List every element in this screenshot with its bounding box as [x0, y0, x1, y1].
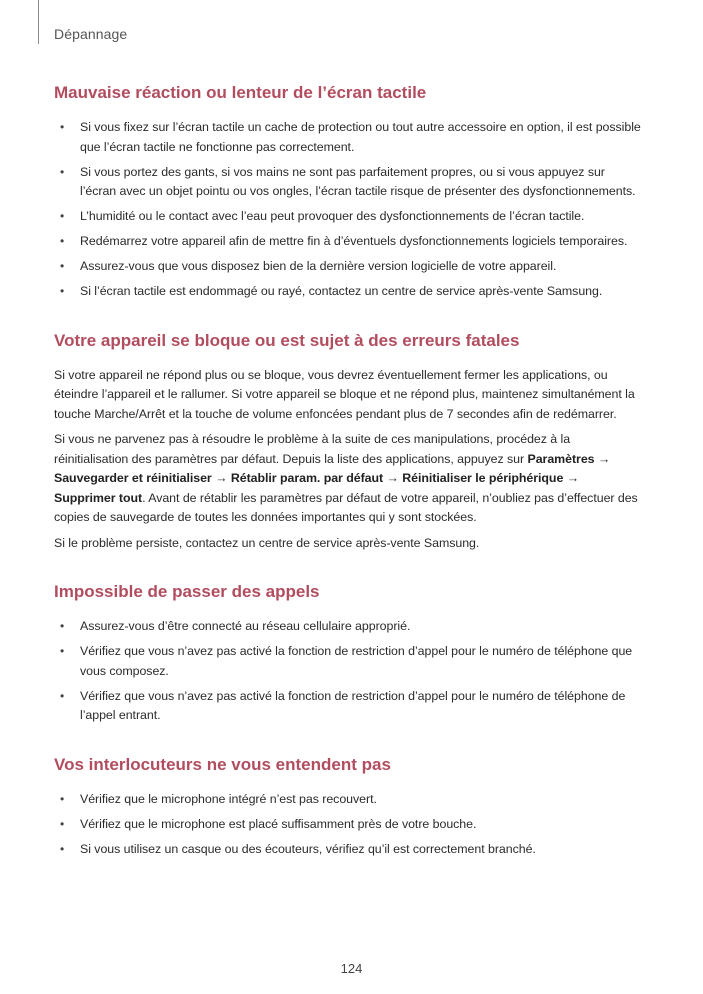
list-item-text: Assurez-vous que vous disposez bien de la dernière version logicielle de votre appareil.	[80, 259, 557, 273]
paragraph-factory-reset	[54, 430, 642, 528]
bullet-icon: •	[60, 209, 65, 223]
section-freeze	[54, 328, 642, 554]
list-item	[54, 232, 642, 252]
arrow-icon: →	[563, 471, 580, 485]
list-item	[54, 163, 642, 202]
bullet-list	[54, 790, 642, 860]
list-item	[54, 617, 642, 637]
list-item	[54, 840, 642, 860]
bullet-icon: •	[60, 120, 65, 134]
list-item-text: Vérifiez que le microphone est placé suffisamment près de votre bouche.	[80, 816, 477, 831]
menu-path-reset-device: Réinitialiser le périphérique	[402, 471, 564, 485]
list-item-text: Si vous utilisez un casque ou des écouteurs, vérifiez qu’il est correctement branché.	[80, 841, 536, 856]
bullet-icon: •	[60, 259, 65, 273]
paragraph: Si votre appareil ne répond plus ou se bloque, vous devrez éventuellement fermer les applications, ou éteindre l’appareil et le rallumer. Si votre appareil se bloque et ne répond plus, maintenez simultanément la touche Marche/Arrêt et la touche de volume enfoncées pendant plus de 7 secondes afin de redémarrer.	[54, 367, 635, 421]
list-item-text: Assurez-vous d’être connecté au réseau cellulaire approprié.	[80, 619, 411, 633]
bullet-list	[54, 118, 642, 302]
list-item	[54, 118, 642, 157]
section-touchscreen	[54, 80, 642, 302]
bullet-list	[54, 617, 642, 726]
bullet-icon: •	[60, 234, 65, 248]
menu-path-settings: Paramètres	[527, 451, 595, 466]
arrow-icon: →	[383, 471, 403, 485]
list-item	[54, 687, 642, 726]
list-item-text: L’humidité ou le contact avec l’eau peut provoquer des dysfonctionnements de l’écran tactile.	[80, 209, 585, 223]
menu-path-delete-all: Supprimer tout	[54, 490, 143, 505]
paragraph: Si le problème persiste, contactez un centre de service après-vente Samsung.	[54, 535, 480, 550]
bullet-icon: •	[60, 644, 65, 658]
header-rule	[38, 0, 39, 44]
list-item-text: Vérifiez que vous n’avez pas activé la fonction de restriction d’appel pour le numéro de téléphone que vous composez.	[80, 644, 633, 678]
list-item	[54, 815, 642, 835]
arrow-icon: →	[594, 451, 611, 466]
section-microphone	[54, 752, 642, 860]
section-title: Votre appareil se bloque ou est sujet à des erreurs fatales	[54, 330, 520, 350]
paragraph-text: Si vous ne parvenez pas à résoudre le problème à la suite de ces manipulations, procédez à la réinitialisation des paramètres par défaut. Depuis la liste des applications, appuyez sur	[54, 432, 571, 466]
bullet-icon: •	[60, 164, 65, 179]
list-item-text: Si l’écran tactile est endommagé ou rayé, contactez un centre de service après-vente Samsung.	[80, 284, 603, 298]
section-title: Impossible de passer des appels	[54, 582, 320, 601]
paragraph-text: . Avant de rétablir les paramètres par défaut de votre appareil, n’oubliez pas d’effectuer des copies de sauvegarde de toutes les données importantes qui y sont stockées.	[54, 490, 638, 524]
list-item-text: Vérifiez que vous n’avez pas activé la fonction de restriction d’appel pour le numéro de téléphone de l’appel entrant.	[80, 688, 626, 722]
running-header: Dépannage	[54, 26, 128, 42]
list-item-text: Redémarrez votre appareil afin de mettre fin à d’éventuels dysfonctionnements logiciels temporaires.	[80, 234, 628, 248]
section-title: Mauvaise réaction ou lenteur de l’écran tactile	[54, 83, 427, 102]
list-item-text: Vérifiez que le microphone intégré n’est pas recouvert.	[80, 791, 377, 806]
list-item	[54, 790, 642, 810]
list-item	[54, 282, 642, 302]
list-item-text: Si vous fixez sur l’écran tactile un cache de protection ou tout autre accessoire en option, il est possible que l’écran tactile ne fonctionne pas correctement.	[80, 120, 641, 154]
bullet-icon: •	[60, 791, 65, 806]
menu-path-backup-reset: Sauvegarder et réinitialiser	[54, 471, 212, 485]
section-title: Vos interlocuteurs ne vous entendent pas	[54, 754, 391, 774]
list-item	[54, 642, 642, 681]
page-number: 124	[340, 961, 363, 976]
list-item	[54, 207, 642, 227]
list-item-text: Si vous portez des gants, si vos mains ne sont pas parfaitement propres, ou si vous appuyez sur l’écran avec un objet pointu ou vos ongles, l’écran tactile risque de présenter des dysfonctionnements.	[80, 164, 636, 198]
arrow-icon: →	[211, 471, 231, 485]
bullet-icon: •	[60, 619, 65, 633]
bullet-icon: •	[60, 841, 65, 856]
menu-path-factory-data-reset: Rétablir param. par défaut	[230, 471, 384, 485]
page-content	[54, 80, 642, 885]
bullet-icon: •	[60, 816, 65, 831]
bullet-icon: •	[60, 688, 65, 703]
bullet-icon: •	[60, 284, 65, 298]
section-calls	[54, 579, 642, 726]
list-item	[54, 257, 642, 277]
